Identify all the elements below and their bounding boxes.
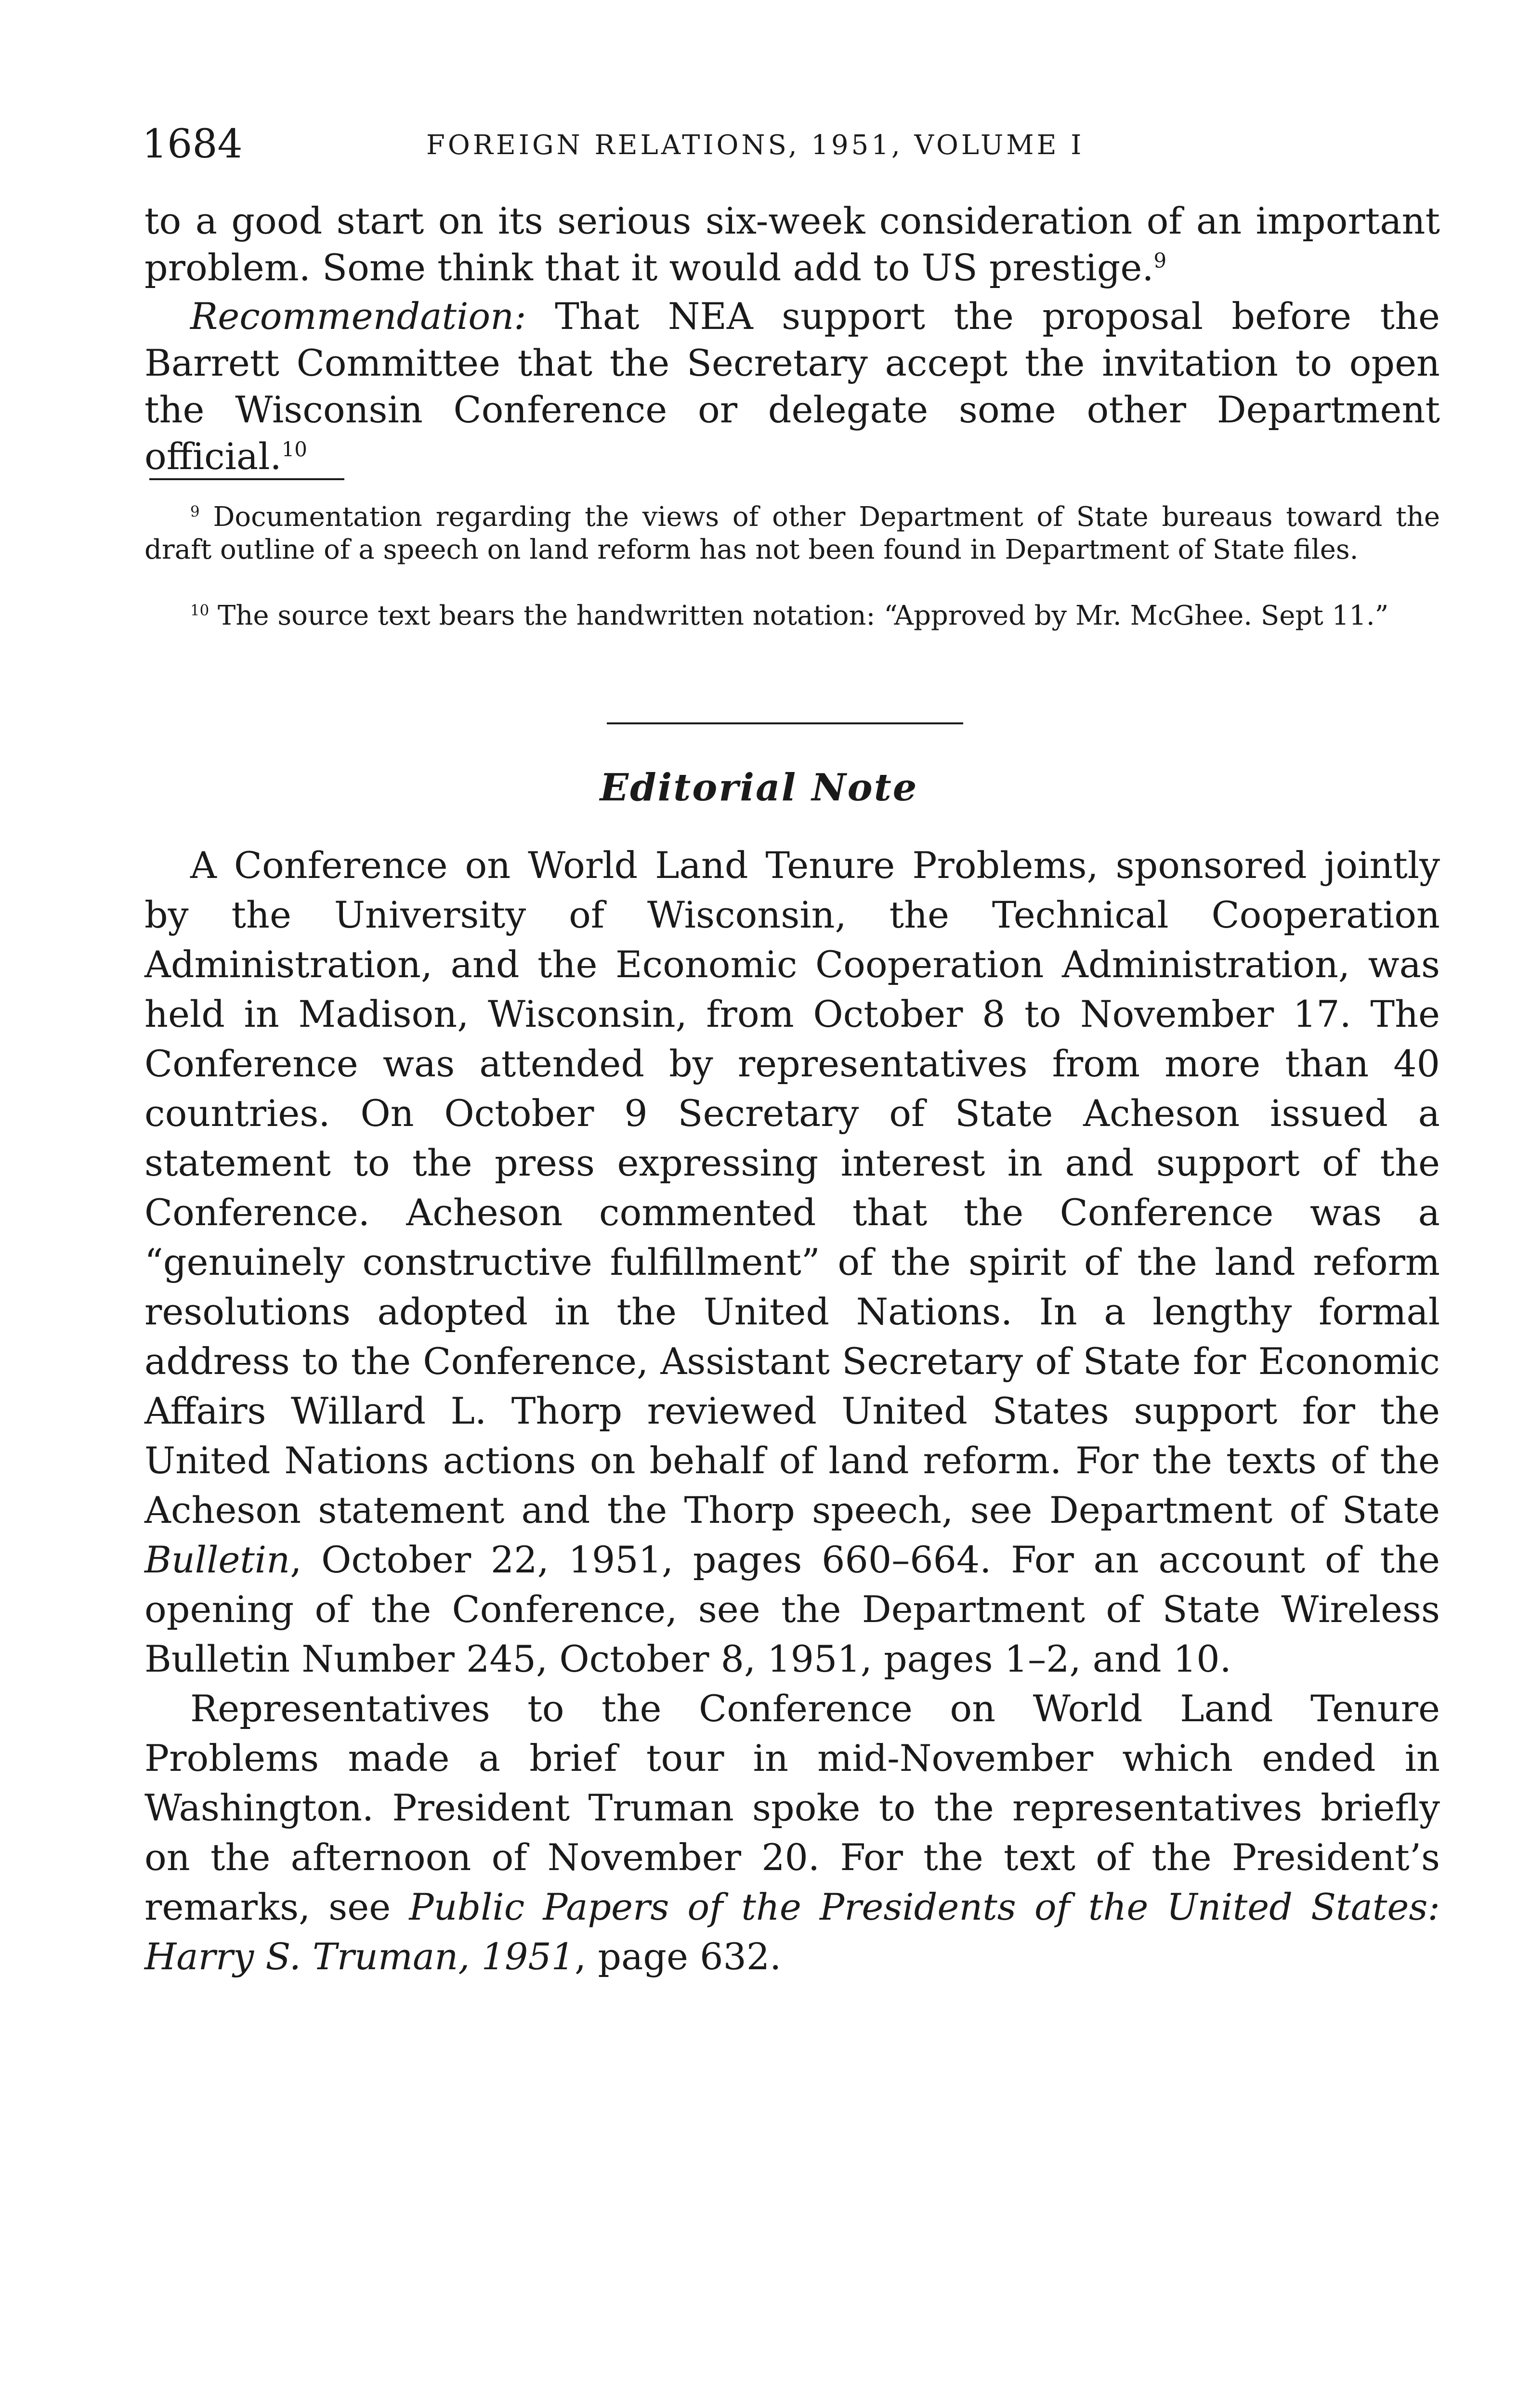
editorial-text: A Conference on World Land Tenure Problems, sponsored jointly by the University of Wisconsin, the Technical Cooperation Administration, and the Economic Cooperation Administration, was held in Madison, Wisconsin, from October 8 to November 17. The Conference was attended by representatives from more than 40 countries. On October 9 Secretary of State Acheson issued a statement to the press expressing interest in and support of the Conference. Acheson commented that the Conference was a “genuinely constructive fulfillment” of the spirit of the land reform resolutions adopted in the United Nations. In a lengthy formal address to the Conference, Assistant Secretary of State for Economic Affairs Willard L. Thorp reviewed United States support for the United Nations actions on behalf of land reform. For the texts of the Acheson statement and the Thorp speech, see Department of State — [144, 844, 1440, 1531]
recommendation-paragraph — [144, 293, 1440, 480]
editorial-text: Representatives to the Conference on World Land Tenure Problems made a brief tour in mid-November which ended in Washington. President Truman spoke to the representatives briefly on the afternoon of November 20. For the text of the President’s remarks, see — [144, 1687, 1440, 1928]
continuation-paragraph — [144, 197, 1440, 291]
recommendation-label: Recommendation: — [190, 295, 526, 338]
footnote-marker: 9 — [190, 503, 200, 521]
footnote-text: Documentation regarding the views of other Department of State bureaus toward the draft outline of a speech on land reform has not been found in Department of State files. — [144, 501, 1440, 565]
footnote-10 — [144, 600, 1440, 632]
footnote-ref-10: 10 — [281, 437, 307, 461]
running-head — [142, 123, 1442, 166]
section-divider — [607, 722, 963, 724]
footnote-marker: 10 — [190, 602, 209, 619]
page-number: 1684 — [142, 121, 243, 167]
editorial-note-body — [144, 840, 1440, 1981]
editorial-text: , page 632. — [575, 1935, 782, 1978]
footnote-text: The source text bears the handwritten notation: “Approved by Mr. McGhee. Sept 11.” — [209, 600, 1389, 631]
editorial-paragraph-2 — [144, 1684, 1440, 1981]
editorial-paragraph-1 — [144, 840, 1440, 1684]
continuation-text: to a good start on its serious six-week consideration of an important problem. Some think that it would add to US prestige. — [144, 199, 1440, 289]
footnote-9 — [144, 501, 1440, 566]
editorial-text: , October 22, 1951, pages 660–664. For an account of the opening of the Conference, see the Department of State Wireless Bulletin Number 245, October 8, 1951, pages 1–2, and 10. — [144, 1538, 1440, 1680]
recommendation-text: That NEA support the proposal before the Barrett Committee that the Secretary accept the invitation to open the Wisconsin Conference or delegate some other Department official. — [144, 295, 1440, 478]
book-title: FOREIGN RELATIONS, 1951, VOLUME I — [426, 130, 1085, 161]
footnote-ref-9: 9 — [1153, 249, 1167, 273]
footnote-divider — [149, 478, 344, 480]
editorial-italic-title: Bulletin — [144, 1538, 290, 1581]
editorial-note-title: Editorial Note — [600, 766, 918, 810]
editorial-italic-title: Public Papers of the Presidents of the United States: Harry S. Truman, 1951 — [144, 1885, 1440, 1978]
